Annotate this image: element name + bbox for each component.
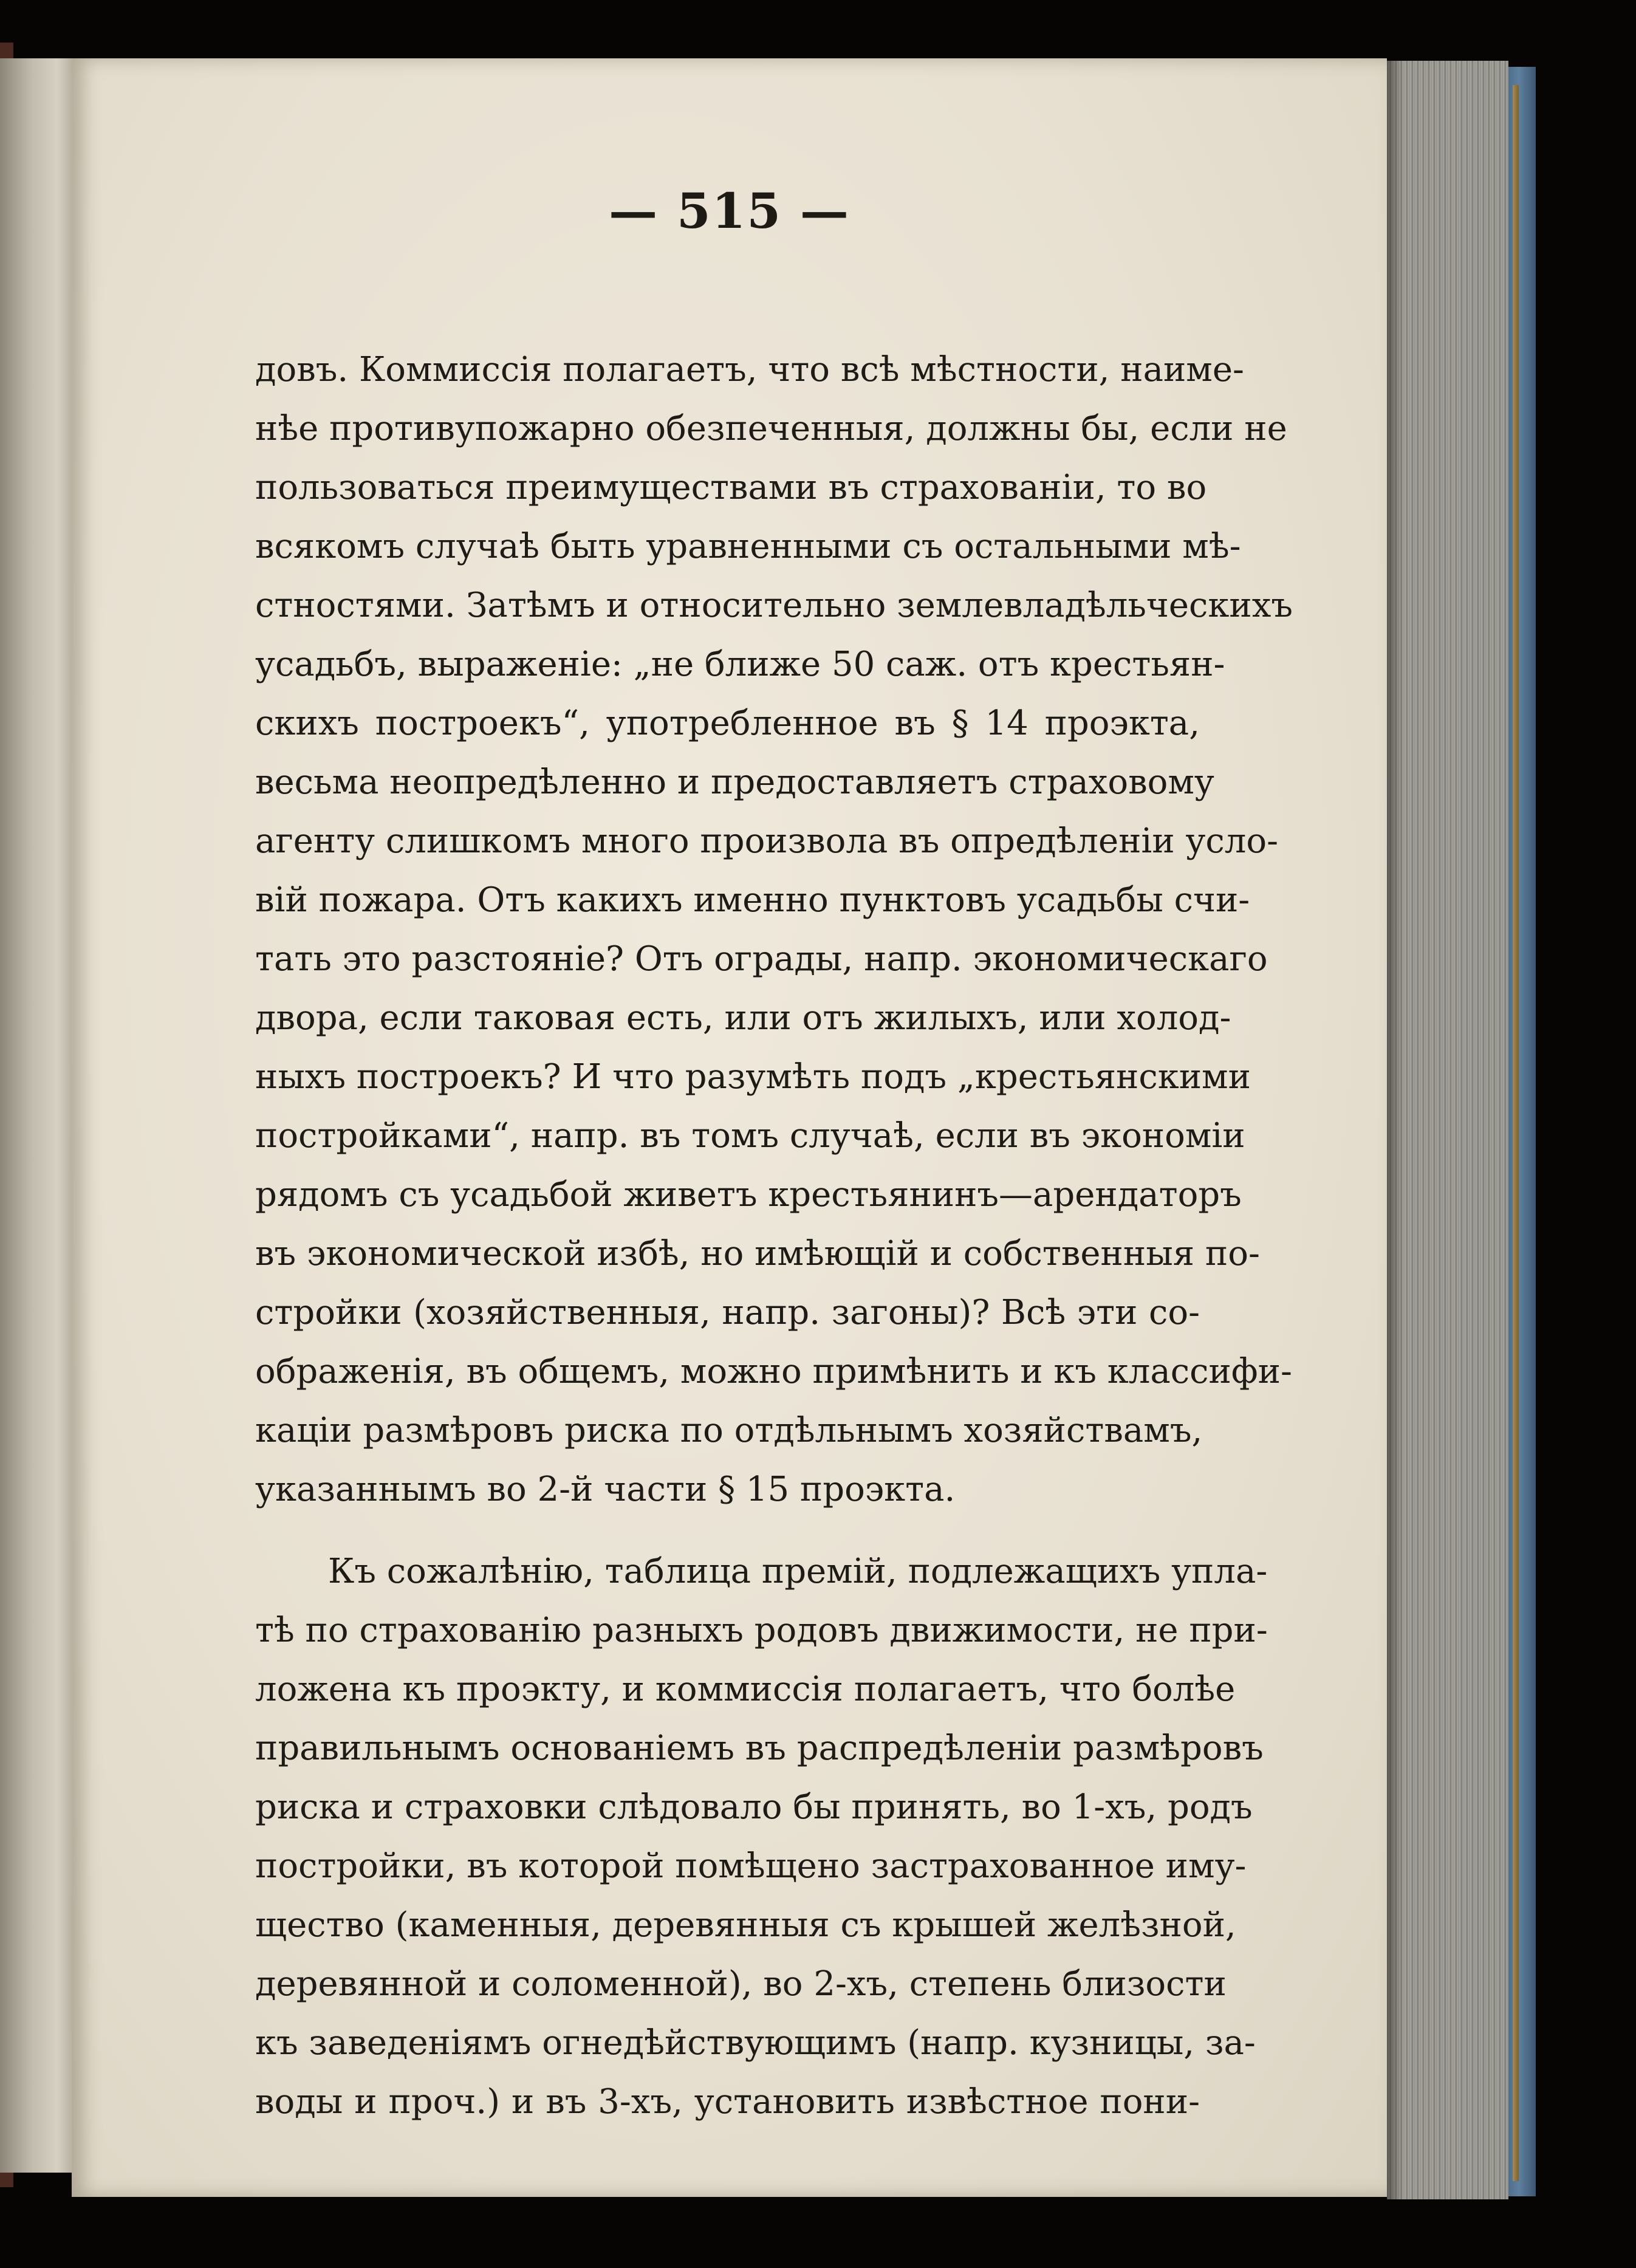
page-text — [255, 340, 1293, 2131]
text-line: правильнымъ основаніемъ въ распредѣленіи размѣровъ — [255, 1728, 1264, 1768]
text-line: пользоваться преимуществами въ страхованіи, то во — [255, 468, 1207, 507]
text-line: ложена къ проэкту, и коммиссія полагаетъ, что болѣе — [255, 1670, 1236, 1709]
text-line: каціи размѣровъ риска по отдѣльнымъ хозяйствамъ, — [255, 1411, 1203, 1450]
text-line: стностями. Затѣмъ и относительно землевладѣльческихъ — [255, 586, 1293, 625]
text-line: постройками“, напр. въ томъ случаѣ, если въ экономіи — [255, 1116, 1245, 1156]
text-line: вій пожара. Отъ какихъ именно пунктовъ усадьбы счи- — [255, 880, 1250, 920]
text-line: ображенія, въ общемъ, можно примѣнить и къ классифи- — [255, 1352, 1292, 1391]
text-line: двора, если таковая есть, или отъ жилыхъ, или холод- — [255, 998, 1231, 1038]
page-number: — 515 — — [609, 182, 850, 239]
text-line: къ заведеніямъ огнедѣйствующимъ (напр. кузницы, за- — [255, 2023, 1256, 2063]
paragraph-2 — [255, 1542, 1268, 2131]
text-line: усадьбъ, выраженіе: „не ближе 50 саж. отъ крестьян- — [255, 645, 1225, 684]
text-line: тѣ по страхованію разныхъ родовъ движимости, не при- — [255, 1611, 1268, 1650]
page-edge-shadow — [1387, 61, 1403, 2199]
text-line: ныхъ построекъ? И что разумѣть подъ „крестьянскими — [255, 1057, 1251, 1097]
text-line: всякомъ случаѣ быть уравненными съ остальными мѣ- — [255, 527, 1241, 566]
text-line: деревянной и соломенной), во 2-хъ, степень близости — [255, 1964, 1227, 2004]
paragraph-gap — [255, 1519, 1200, 1542]
text-line: риска и страховки слѣдовало бы принять, во 1-хъ, родъ — [255, 1787, 1253, 1827]
text-line: скихъ построекъ“, употребленное въ § 14 проэкта, — [255, 704, 1200, 743]
text-line: Къ сожалѣнію, таблица премій, подлежащихъ упла- — [328, 1552, 1268, 1591]
text-line: тать это разстояніе? Отъ ограды, напр. экономическаго — [255, 939, 1268, 979]
page-edges — [1387, 61, 1508, 2199]
paragraph-1 — [255, 340, 1293, 1519]
left-facing-page — [0, 58, 72, 2173]
text-line: рядомъ съ усадьбой живетъ крестьянинъ—арендаторъ — [255, 1175, 1242, 1215]
spine-gilt-edge — [1513, 85, 1519, 2181]
text-line: стройки (хозяйственныя, напр. загоны)? Всѣ эти со- — [255, 1293, 1200, 1332]
text-line: въ экономической избѣ, но имѣющій и собственныя по- — [255, 1234, 1260, 1273]
text-line: постройки, въ которой помѣщено застрахованное иму- — [255, 1846, 1247, 1886]
text-line: нѣе противупожарно обезпеченныя, должны бы, если не — [255, 409, 1287, 448]
text-line: воды и проч.) и въ 3-хъ, установить извѣстное пони- — [255, 2082, 1200, 2122]
text-line: весьма неопредѣленно и предоставляетъ страховому — [255, 762, 1214, 802]
text-line: довъ. Коммиссія полагаетъ, что всѣ мѣстности, наиме- — [255, 350, 1244, 389]
text-line: щество (каменныя, деревянныя съ крышей желѣзной, — [255, 1905, 1236, 1945]
text-line: агенту слишкомъ много произвола въ опредѣленіи усло- — [255, 821, 1278, 861]
text-line: указаннымъ во 2-й части § 15 проэкта. — [255, 1470, 956, 1509]
